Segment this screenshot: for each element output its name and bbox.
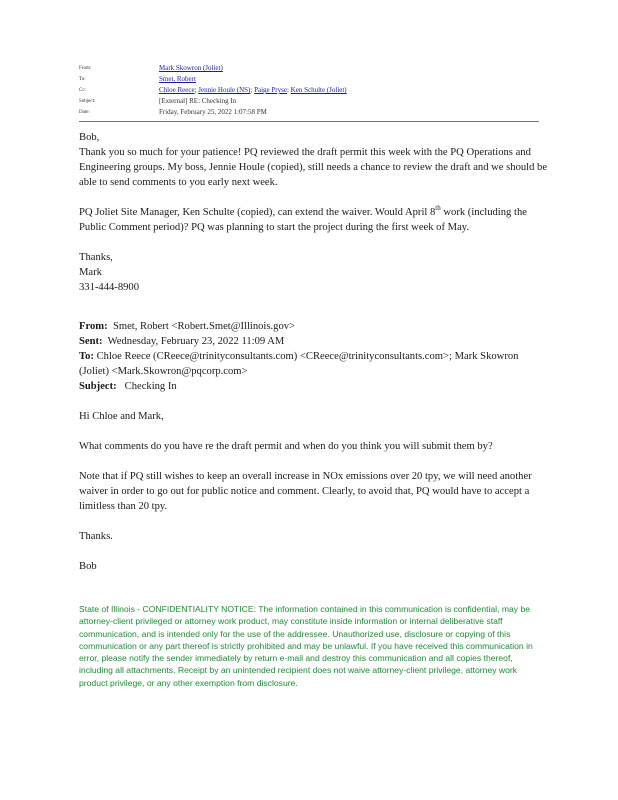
header-divider (79, 121, 539, 122)
reply-paragraph: Thank you so much for your patience! PQ reviewed the draft permit this week with the PQ Operations and Engineering groups. My boss, Jennie Houle (copied), still needs a chance to review the draft and we should be able to send comments to you early next week. (79, 147, 548, 188)
reply-paragraph (79, 205, 549, 235)
original-to (79, 349, 549, 379)
email-header (79, 63, 549, 118)
original-closing: Thanks. (79, 531, 113, 542)
header-from-row (79, 63, 549, 74)
original-signature: Bob (79, 561, 97, 572)
reply-closing: Thanks, (79, 252, 113, 263)
to-label: To: (79, 77, 86, 82)
reply-greeting: Bob, (79, 132, 100, 143)
to-recipient-link[interactable]: Smet, Robert (159, 75, 196, 83)
email-body (79, 130, 549, 574)
original-subject-value: Checking In (124, 381, 177, 392)
header-to-row (79, 74, 549, 85)
date-label: Date: (79, 110, 90, 115)
cc-recipient-link[interactable]: Jennie Houle (NS) (198, 86, 251, 94)
original-from-label: From: (79, 321, 108, 332)
cc-recipient-link[interactable]: Paige Pryse (254, 86, 287, 94)
original-greeting: Hi Chloe and Mark, (79, 411, 164, 422)
original-sent-label: Sent: (79, 336, 103, 347)
date-value: Friday, February 25, 2022 1:07:58 PM (159, 108, 267, 116)
original-to-label: To: (79, 351, 94, 362)
original-sent (79, 334, 549, 349)
subject-value: [External] RE: Checking In (159, 97, 237, 105)
ordinal-suffix: th (435, 204, 441, 212)
confidentiality-notice: State of Illinois - CONFIDENTIALITY NOTICE: The information contained in this communication is confidential, may be attorney-client privileged or attorney work product, may constitute inside information or internal deliberative staff communication, and is intended only for the use of the addressee. Unauthorized use, disclosure or copying of this communication or any part thereof is strictly prohibited and may be unlawful. If you have received this communication in error, please notify the sender immediately by return e-mail and destroy this communication and all copies thereof, including all attachments. Receipt by an unintended recipient does not waive attorney-client privilege, attorney work product privilege, or any other exemption from disclosure. (79, 604, 533, 688)
original-from-value: Smet, Robert <Robert.Smet@Illinois.gov> (112, 321, 296, 332)
reply-paragraph-text: PQ Joliet Site Manager, Ken Schulte (copied), can extend the waiver. Would April 8 (79, 207, 436, 218)
reply-signature-phone: 331-444-8900 (79, 282, 140, 293)
cc-recipient-link[interactable]: Chloe Reece (159, 86, 195, 94)
original-to-value: Chloe Reece (CReece@trinityconsultants.com) <CReece@trinityconsultants.com>; Mark Skowron (Joliet) <Mark.Skowron@pqcorp.com> (79, 351, 519, 377)
header-cc-row: Cc: Chloe Reece; Jennie Houle (NS); Paige Pryse; Ken Schulte (Joliet) (79, 86, 347, 94)
reply-paragraph-text: work (including the Public Comment period)? PQ was planning to start the project during the first week of May. (79, 207, 527, 233)
header-subject-row (79, 96, 549, 107)
cc-recipient-link[interactable]: Ken Schulte (Joliet) (290, 86, 347, 94)
original-subject (79, 379, 549, 394)
header-date-row (79, 107, 549, 118)
from-label: From: (79, 66, 92, 71)
original-sent-value: Wednesday, February 23, 2022 11:09 AM (107, 336, 285, 347)
from-sender-link[interactable]: Mark Skowron (Joliet) (159, 64, 223, 72)
original-paragraph: Note that if PQ still wishes to keep an overall increase in NOx emissions over 20 tpy, we will need another waiver in order to go out for public notice and comment. Clearly, to avoid that, PQ would have to accept a limitless than 20 tpy. (79, 471, 532, 512)
original-paragraph: What comments do you have re the draft permit and when do you think you will submit them by? (79, 441, 493, 452)
subject-label: Subject: (79, 99, 96, 104)
original-subject-label: Subject: (79, 381, 117, 392)
cc-label: Cc: (79, 88, 86, 93)
original-from (79, 319, 549, 334)
reply-signature-name: Mark (79, 267, 102, 278)
